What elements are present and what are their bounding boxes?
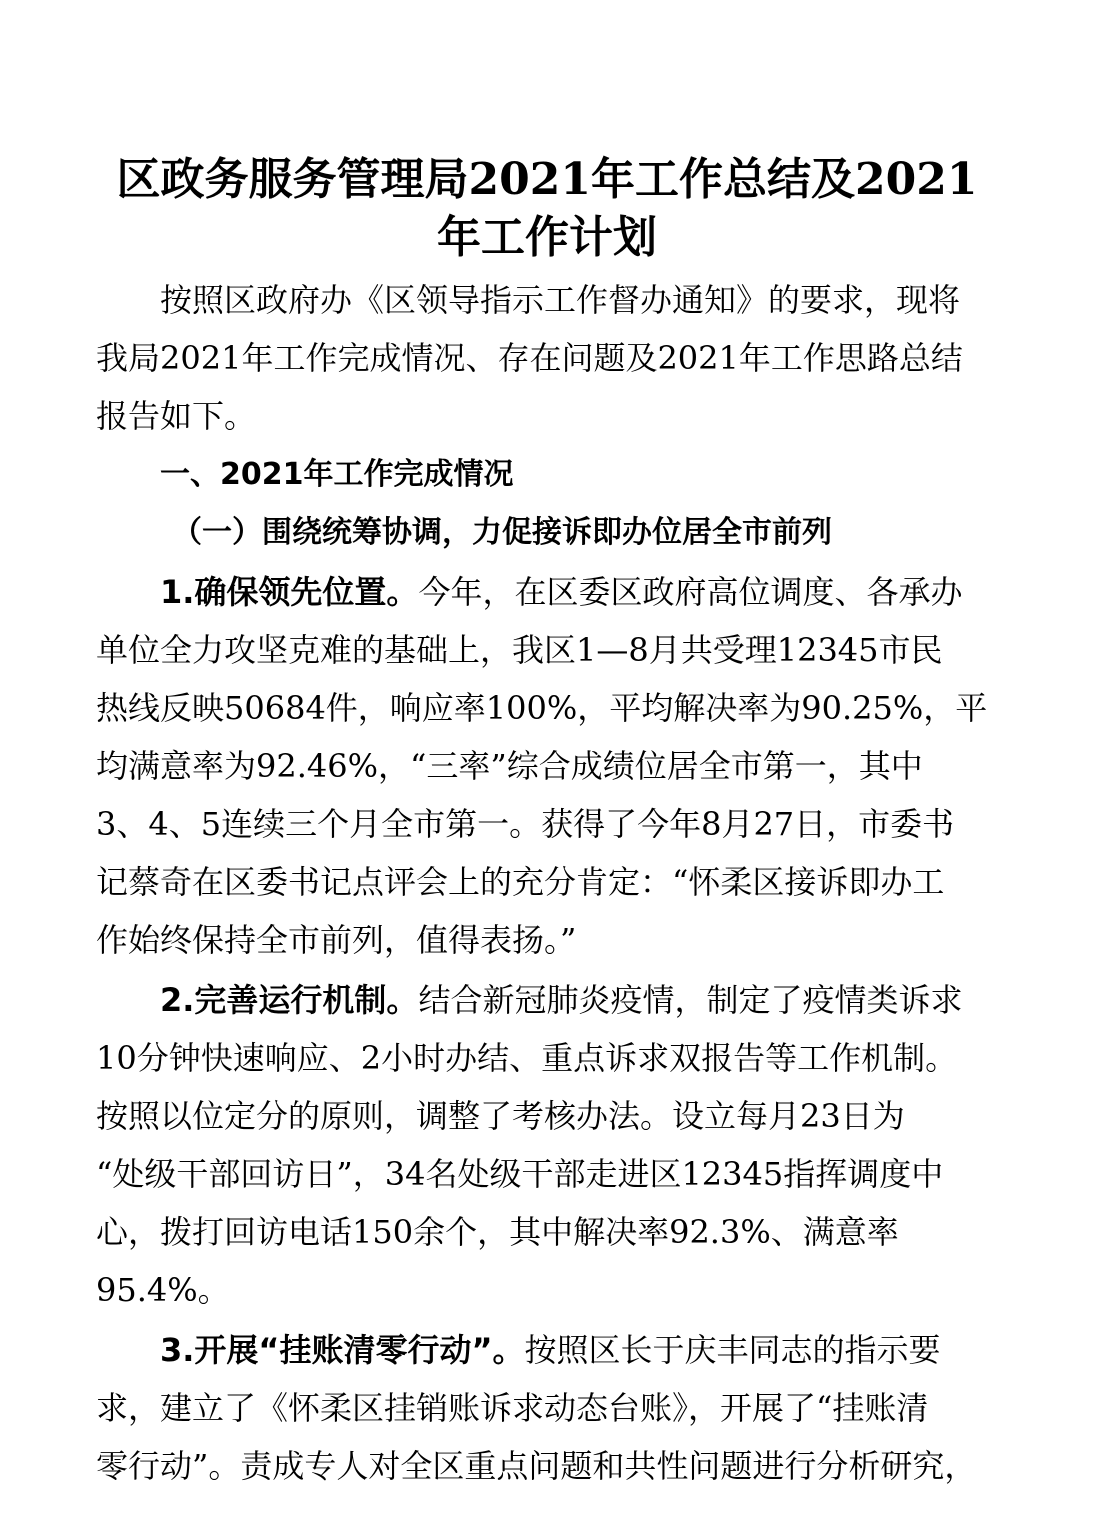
intro-line: 报告如下。: [96, 397, 257, 435]
item-1-first-line: [160, 572, 1080, 612]
paragraph-line: 心，拨打回访电话150余个，其中解决率92.3%、满意率: [96, 1213, 899, 1251]
intro-line: 按照区政府办《区领导指示工作督办通知》的要求，现将: [160, 281, 961, 319]
paragraph-line: 按照以位定分的原则，调整了考核办法。设立每月23日为: [96, 1097, 905, 1135]
document-title-line-1: 区政务服务管理局2021年工作总结及2021: [116, 154, 978, 205]
item-3-first-line: [160, 1330, 1080, 1370]
item-3-text: 按照区长于庆丰同志的指示要: [524, 1331, 941, 1369]
item-2-first-line: [160, 980, 1080, 1020]
paragraph-line: “处级干部回访日”，34名处级干部走进区12345指挥调度中: [96, 1155, 944, 1193]
paragraph-line: 求，建立了《怀柔区挂销账诉求动态台账》，开展了“挂账清: [96, 1389, 929, 1427]
paragraph-line: 均满意率为92.46%，“三率”综合成绩位居全市第一，其中: [96, 747, 923, 785]
item-2-text: 结合新冠肺炎疫情，制定了疫情类诉求: [418, 981, 963, 1019]
paragraph-line: 作始终保持全市前列，值得表扬。”: [96, 921, 577, 959]
item-3-lead: 3.开展“挂账清零行动”。: [160, 1331, 525, 1369]
item-1-text: 今年，在区委区政府高位调度、各承办: [418, 573, 963, 611]
section-heading: 一、2021年工作完成情况: [160, 457, 514, 492]
item-2-lead: 2.完善运行机制。: [160, 981, 419, 1019]
document-title-line-2: 年工作计划: [437, 212, 657, 263]
subsection-heading: （一）围绕统筹协调，力促接诉即办位居全市前列: [172, 515, 832, 550]
paragraph-line: 3、4、5连续三个月全市第一。获得了今年8月27日，市委书: [96, 805, 955, 843]
paragraph-line: 记蔡奇在区委书记点评会上的充分肯定：“怀柔区接诉即办工: [96, 863, 945, 901]
item-1-lead: 1.确保领先位置。: [160, 573, 419, 611]
paragraph-line: 10分钟快速响应、2小时办结、重点诉求双报告等工作机制。: [96, 1039, 958, 1077]
paragraph-line: 零行动”。责成专人对全区重点问题和共性问题进行分析研究，: [96, 1447, 977, 1485]
paragraph-line: 单位全力攻坚克难的基础上，我区1—8月共受理12345市民: [96, 631, 943, 669]
paragraph-line: 热线反映50684件，响应率100%，平均解决率为90.25%，平: [96, 689, 988, 727]
intro-line: 我局2021年工作完成情况、存在问题及2021年工作思路总结: [96, 339, 963, 377]
paragraph-line: 95.4%。: [96, 1271, 230, 1309]
